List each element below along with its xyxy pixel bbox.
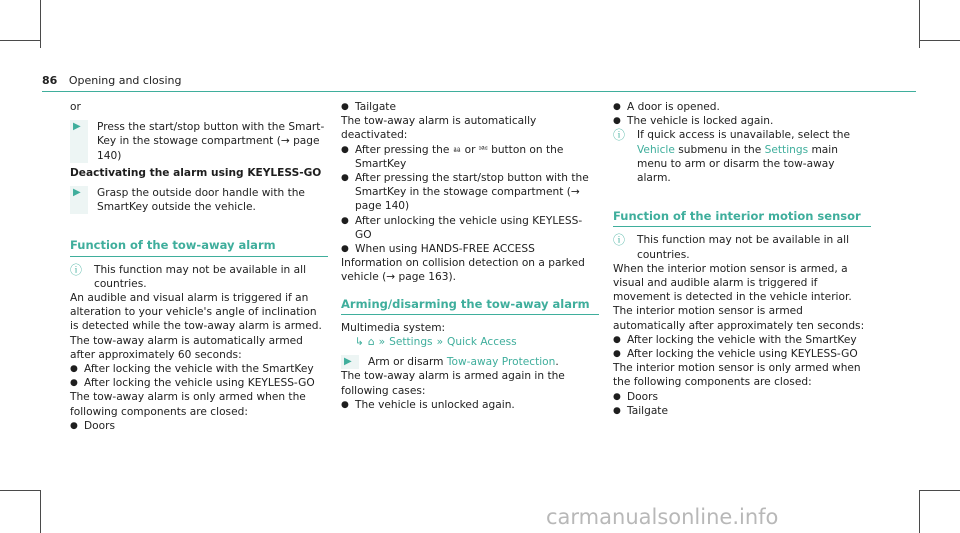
unlock-icon: ⎃ — [478, 143, 488, 156]
multimedia-label: Multimedia system: — [341, 321, 446, 334]
paragraph: The tow-away alarm is armed again in the following cases: — [341, 370, 565, 397]
list-item: ● Doors — [70, 419, 115, 432]
paragraph: The interior motion sensor is only armed when the following components are closed: — [613, 362, 861, 389]
step-arrow-icon: ▶ — [73, 121, 81, 133]
note: ⓘ This function may not be available in all countries. — [70, 262, 307, 290]
list-item: ● The vehicle is unlocked again. — [341, 398, 515, 411]
or-text: or — [70, 101, 81, 113]
column-2 — [341, 100, 599, 412]
list-item: ● Tailgate — [613, 404, 668, 417]
column-1 — [70, 100, 328, 433]
watermark: carmanualsonline.info — [546, 505, 779, 529]
crop-mark — [0, 490, 40, 491]
section-title: Function of the interior motion sensor — [613, 209, 871, 227]
step-arrow-icon: ▶ — [73, 187, 81, 199]
note: ⓘ This function may not be available in all countries. — [613, 233, 850, 261]
list-item: ● A door is opened. — [613, 101, 720, 113]
section-title: Function of the tow-away alarm — [70, 238, 328, 256]
chevron-right-icon: » — [436, 336, 444, 349]
chevron-right-icon: » — [378, 336, 386, 349]
instruction-step: ▶ Grasp the outside door handle with the SmartKey outside the vehicle. — [70, 186, 328, 214]
list-item: ● The vehicle is locked again. — [613, 115, 774, 128]
column-3 — [613, 100, 871, 418]
crop-mark — [919, 490, 920, 533]
paragraph: The tow-away alarm is only armed when the following components are closed: — [70, 391, 306, 418]
step-arrow-icon: ▶ — [344, 356, 352, 368]
list-item: ● Doors — [613, 390, 658, 403]
paragraph: The tow-away alarm is automatically deactivated: — [341, 115, 537, 142]
page-number: 86 — [42, 74, 58, 87]
paragraph: The tow-away alarm is automatically armed after approximately 60 seconds: — [70, 334, 303, 361]
list-item: ● After pressing the start/stop button with the SmartKey in the stowage compartment (→ page 140) — [341, 172, 589, 213]
section-title: Arming/disarming the tow-away alarm — [341, 297, 599, 315]
info-icon: ⓘ — [613, 233, 626, 248]
crop-mark — [0, 40, 40, 41]
subheading: Deactivating the alarm using KEYLESS-GO — [70, 166, 322, 179]
return-arrow-icon: ↳ — [355, 336, 364, 349]
list-item: ● After locking the vehicle with the SmartKey — [613, 333, 857, 346]
crop-mark — [40, 490, 41, 533]
menu-path — [341, 335, 599, 349]
instruction-step: ▶ Press the start/stop button with the Smart-Key in the stowage compartment (→ page 140) — [70, 120, 328, 163]
info-icon: ⓘ — [70, 262, 83, 277]
menu-settings: Settings — [389, 336, 433, 349]
crop-mark — [920, 490, 960, 491]
note: ⓘ If quick access is unavailable, select the Vehicle submenu in the Settings main menu to arm or disarm the tow-away alarm. — [613, 128, 851, 185]
menu-tow-away-protection: Tow-away Protection — [446, 356, 556, 369]
crop-mark — [920, 40, 960, 41]
chapter-title: Opening and closing — [68, 74, 182, 87]
paragraph: An audible and visual alarm is triggered if an alteration to your vehicle's angle of inclination is detected while the tow-away alarm is armed. — [70, 292, 322, 333]
list-item: ● After locking the vehicle using KEYLESS-GO — [613, 348, 858, 361]
page-header — [42, 74, 181, 87]
crop-mark — [40, 0, 41, 48]
list-item: ● When using HANDS-FREE ACCESS — [341, 243, 535, 256]
paragraph: Information on collision detection on a parked vehicle (→ page 163). — [341, 257, 585, 284]
instruction-step: ▶ Arm or disarm Tow-away Protection. — [341, 355, 599, 369]
lock-icon: ⎂ — [452, 143, 462, 156]
menu-quick-access: Quick Access — [447, 336, 517, 349]
header-rule — [42, 91, 916, 92]
paragraph: The interior motion sensor is armed automatically after approximately ten seconds: — [613, 305, 865, 332]
list-item: ● After unlocking the vehicle using KEYLESS-GO — [341, 214, 583, 241]
info-icon: ⓘ — [613, 128, 626, 143]
paragraph: When the interior motion sensor is armed, a visual and audible alarm is triggered if movement is detected in the vehicle interior. — [613, 262, 852, 304]
home-icon: ⌂ — [367, 336, 375, 349]
list-item: ● Tailgate — [341, 101, 396, 113]
list-item: ● After pressing the ⎂ or ⎃ button on the SmartKey — [341, 143, 564, 170]
list-item: ● After locking the vehicle using KEYLESS-GO — [70, 377, 315, 390]
list-item: ● After locking the vehicle with the SmartKey — [70, 363, 314, 376]
